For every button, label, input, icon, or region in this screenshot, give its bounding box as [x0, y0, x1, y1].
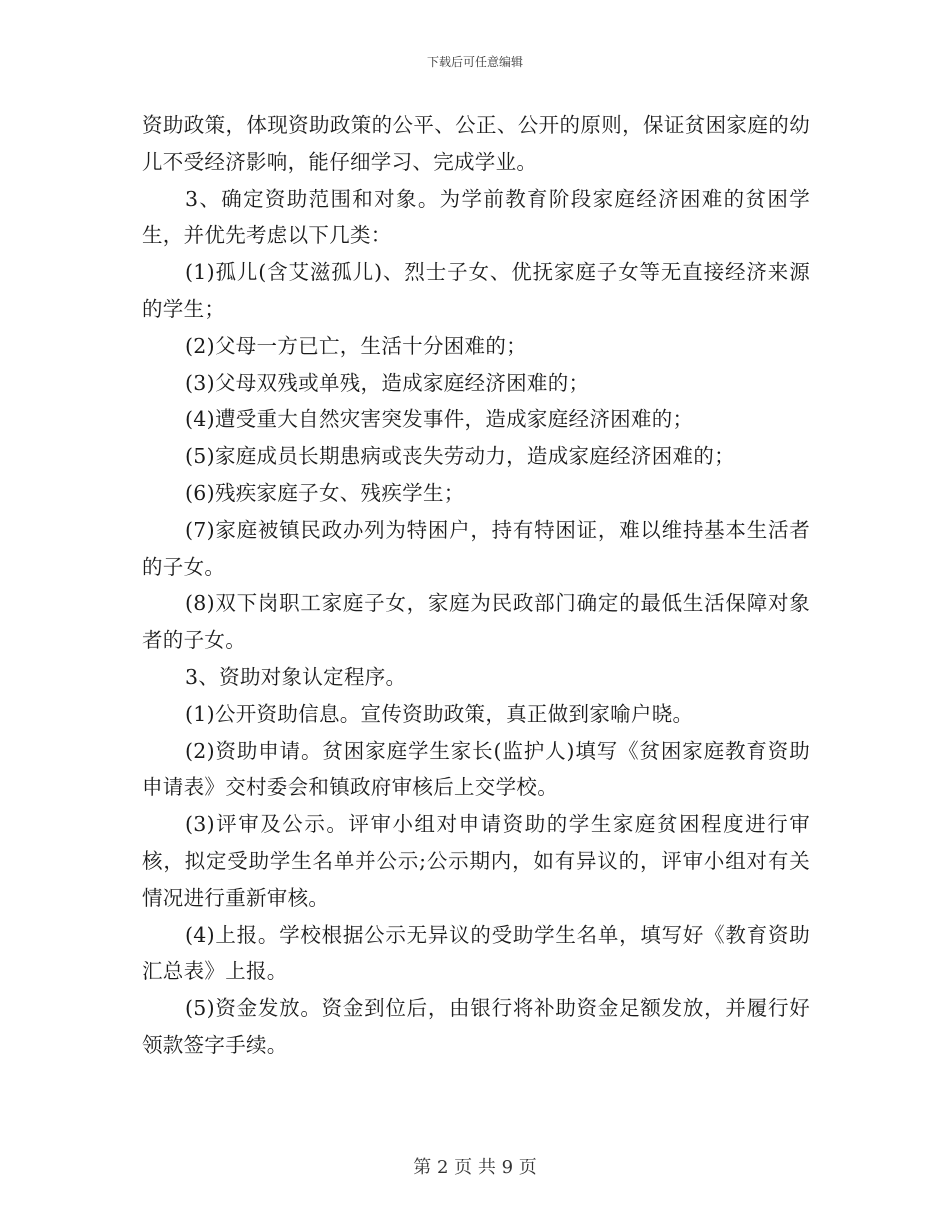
paragraph: (2)父母一方已亡，生活十分困难的； — [185, 333, 527, 358]
paragraph: (5)资金发放。资金到位后，由银行将补助资金足额发放，并履行好领款签字手续。 — [142, 996, 810, 1057]
paragraph: (3)评审及公示。评审小组对申请资助的学生家庭贫困程度进行审核，拟定受助学生名单并公示;公示期内，如有异议的，评审小组对有关情况进行重新审核。 — [142, 812, 810, 910]
paragraph: (7)家庭被镇民政办列为特困户，持有特困证，难以维持基本生活者的子女。 — [142, 517, 810, 579]
page-number: 第 2 页 共 9 页 — [413, 1157, 537, 1178]
paragraph: (1)孤儿(含艾滋孤儿)、烈士子女、优抚家庭子女等无直接经济来源的学生； — [142, 260, 810, 321]
paragraph: 3、确定资助范围和对象。为学前教育阶段家庭经济困难的贫困学生，并优先考虑以下几类： — [142, 186, 810, 248]
paragraph: (3)父母双残或单残，造成家庭经济困难的； — [185, 370, 590, 395]
paragraph: (5)家庭成员长期患病或丧失劳动力，造成家庭经济困难的； — [185, 444, 735, 469]
paragraph: (1)公开资助信息。宣传资助政策，真正做到家喻户晓。 — [185, 701, 694, 726]
paragraph: (4)上报。学校根据公示无异议的受助学生名单，填写好《教育资助汇总表》上报。 — [142, 922, 810, 984]
paragraph: (8)双下岗职工家庭子女，家庭为民政部门确定的最低生活保障对象者的子女。 — [142, 591, 810, 653]
page-header: 下载后可任意编辑 — [426, 55, 523, 69]
paragraph: (2)资助申请。贫困家庭学生家长(监护人)填写《贫困家庭教育资助申请表》交村委会和镇政府审核后上交学校。 — [142, 738, 810, 800]
paragraph: (4)遭受重大自然灾害突发事件，造成家庭经济困难的； — [185, 407, 694, 432]
document-body — [142, 107, 810, 1064]
paragraph: (6)残疾家庭子女、残疾学生； — [185, 480, 465, 505]
paragraph: 3、资助对象认定程序。 — [185, 664, 407, 689]
paragraph: 资助政策，体现资助政策的公平、公正、公开的原则，保证贫困家庭的幼儿不受经济影响，能仔细学习、完成学业。 — [142, 113, 810, 174]
